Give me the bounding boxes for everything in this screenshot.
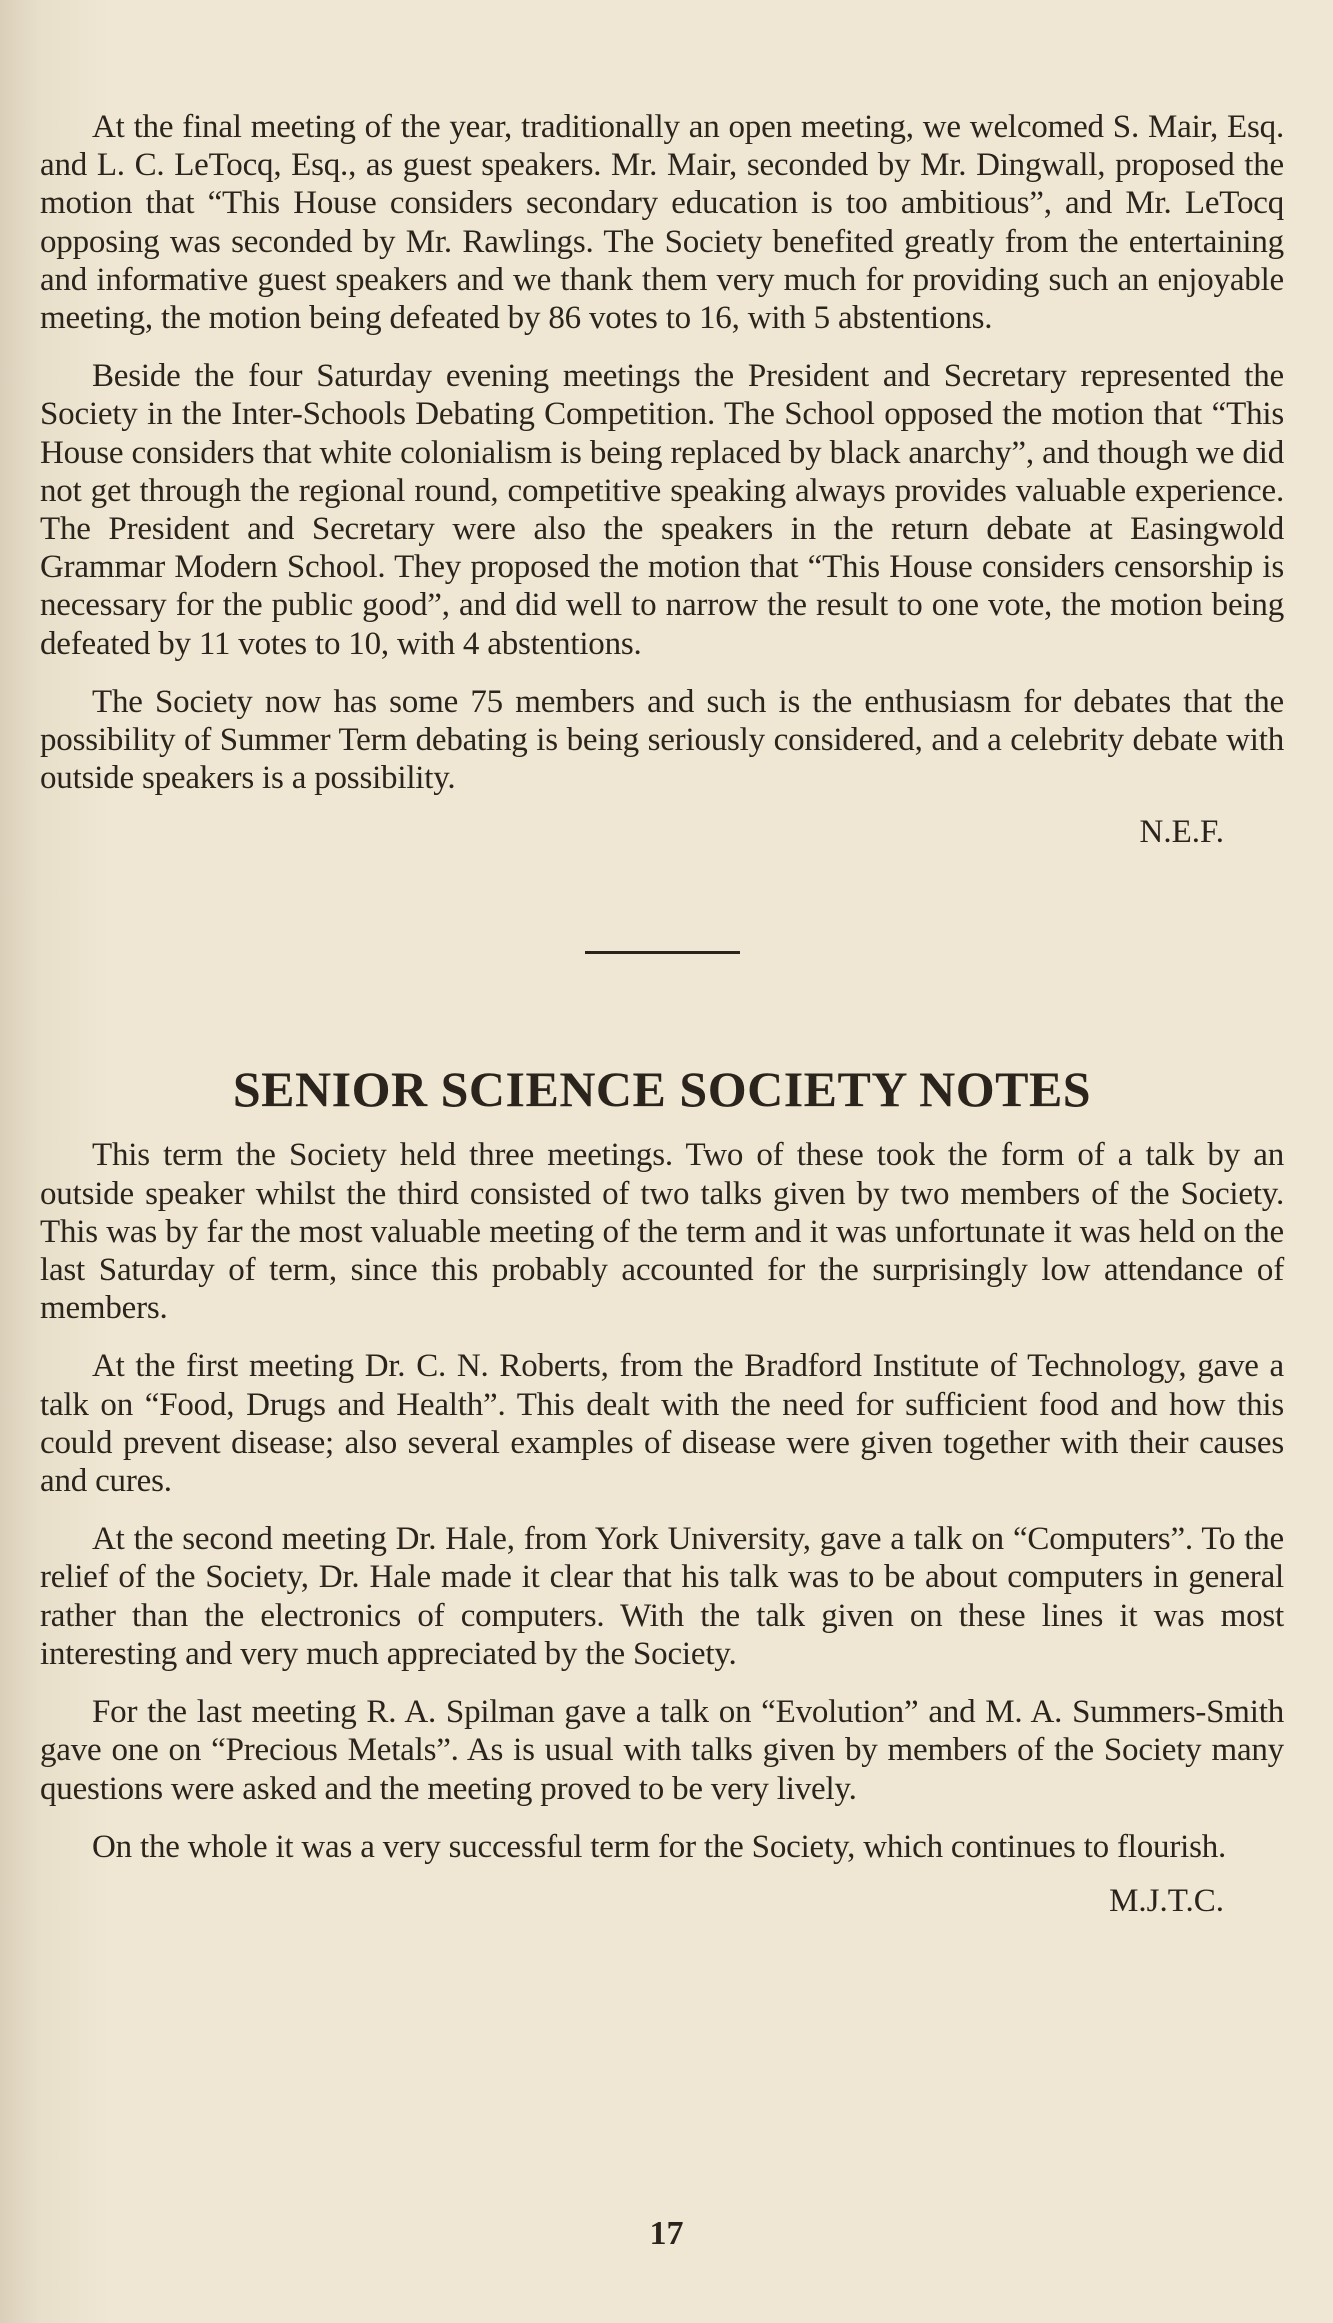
paragraph: This term the Society held three meetings. Two of these took the form of a talk by an outside speaker whilst the third consisted of two talks given by two members of the Society. This was by far the most valuable meeting of the term and it was unfortunate it was held on the last Saturday of term, since this probably accounted for the surprisingly low attendance of members. — [40, 1137, 1284, 1327]
signature: N.E.F. — [1139, 814, 1224, 851]
paragraph: Beside the four Saturday evening meetings the President and Secretary represented the Society in the Inter-Schools Debating Competition. The School opposed the motion that “This House considers that white colonialism is being replaced by black anarchy”, and though we did not get through the regional round, competitive speaking always provides valuable experience. The President and Secretary were also the speakers in the return debate at Easingwold Grammar Modern School. They proposed the motion that “This House considers censorship is necessary for the public good”, and did well to narrow the result to one vote, the motion being defeated by 11 votes to 10, with 4 abstentions. — [40, 358, 1284, 662]
science-society-section — [40, 1060, 1284, 1919]
page-content — [40, 108, 1284, 1920]
debating-society-section — [40, 108, 1284, 851]
paragraph: At the first meeting Dr. C. N. Roberts, from the Bradford Institute of Technology, gave a talk on “Food, Drugs and Health”. This dealt with the need for sufficient food and how this could prevent disease; also several examples of disease were given together with their causes and cures. — [40, 1348, 1284, 1500]
signature: M.J.T.C. — [1109, 1882, 1224, 1919]
paragraph: The Society now has some 75 members and such is the enthusiasm for debates that the possibility of Summer Term debating is being seriously considered, and a celebrity debate with outside speakers is a possibility. — [40, 683, 1284, 797]
paragraph: For the last meeting R. A. Spilman gave a talk on “Evolution” and M. A. Summers-Smith gave one on “Precious Metals”. As is usual with talks given by members of the Society many questions were asked and the meeting proved to be very lively. — [40, 1694, 1284, 1807]
paragraph: On the whole it was a very successful term for the Society, which continues to flourish. — [92, 1828, 1227, 1865]
paragraph: At the final meeting of the year, traditionally an open meeting, we welcomed S. Mair, Esq. and L. C. LeTocq, Esq., as guest speakers. Mr. Mair, seconded by Mr. Dingwall, proposed the motion that “This House considers secondary education is too ambitious”, and Mr. LeTocq opposing was seconded by Mr. Rawlings. The Society benefited greatly from the entertaining and informative guest speakers and we thank them very much for providing such an enjoyable meeting, the motion being defeated by 86 votes to 16, with 5 abstentions. — [40, 109, 1284, 337]
section-title: SENIOR SCIENCE SOCIETY NOTES — [232, 1061, 1092, 1118]
paragraph: At the second meeting Dr. Hale, from York University, gave a talk on “Computers”. To the relief of the Society, Dr. Hale made it clear that his talk was to be about computers in general rather than the electronics of computers. With the talk given on these lines it was most interesting and very much appreciated by the Society. — [40, 1521, 1284, 1672]
section-divider — [585, 951, 740, 954]
page-number: 17 — [649, 2215, 684, 2252]
